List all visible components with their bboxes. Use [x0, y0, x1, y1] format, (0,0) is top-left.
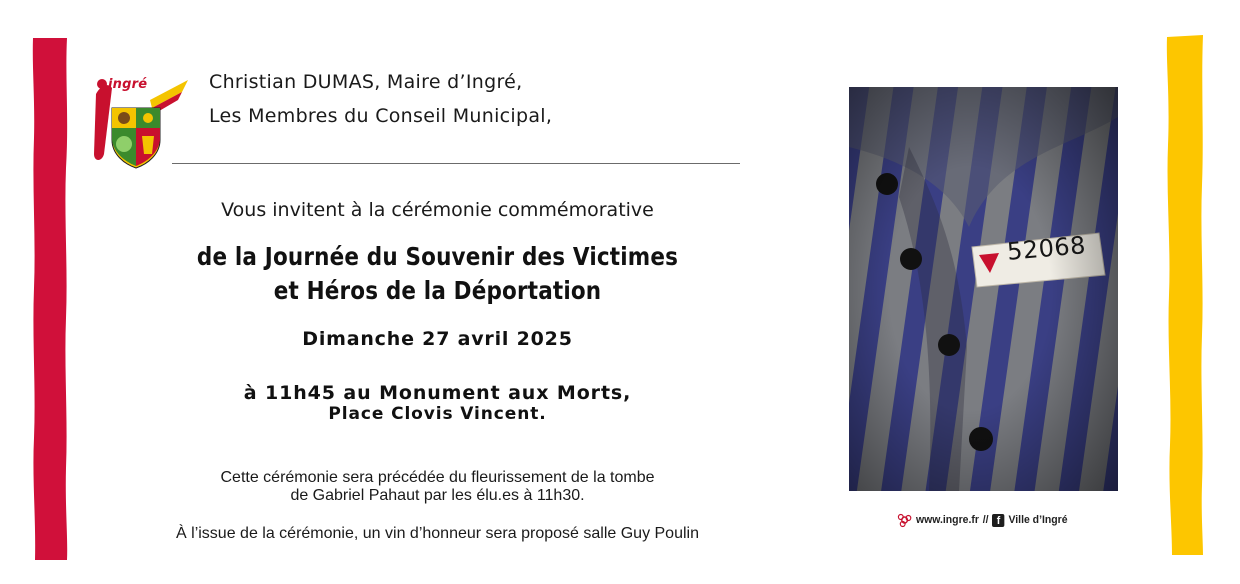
event-place-line1: à 11h45 au Monument aux Morts,: [243, 382, 632, 404]
ingre-logo: [90, 74, 188, 170]
event-title-line1: de la Journée du Souvenir des Victimes: [196, 242, 679, 271]
prisoner-number: 52068: [1006, 231, 1087, 266]
event-date: Dimanche 27 avril 2025: [302, 328, 573, 350]
ingre-flower-icon: [897, 512, 912, 528]
left-band-shape: [33, 38, 67, 560]
logo-shield-emblem1: [118, 112, 130, 124]
right-yellow-band: [1164, 35, 1206, 557]
website-link[interactable]: www.ingre.fr: [916, 514, 979, 526]
header-divider: [172, 163, 740, 164]
footer-separator: //: [982, 514, 989, 526]
logo-shield-emblem2: [143, 113, 153, 123]
logo-wordmark: ingré: [108, 77, 148, 92]
left-red-band: [30, 38, 70, 560]
header-council: Les Membres du Conseil Municipal,: [209, 105, 553, 127]
invitation-intro: Vous invitent à la cérémonie commémorative: [221, 199, 654, 221]
logo-swoosh: [94, 85, 112, 160]
event-title-line2: et Héros de la Déportation: [273, 276, 602, 305]
logo-shield-tower: [142, 136, 154, 154]
footer-links: [897, 511, 1068, 529]
logo-dot: [97, 79, 107, 89]
header-mayor: Christian DUMAS, Maire d’Ingré,: [209, 71, 523, 93]
logo-shield-tree: [116, 136, 132, 152]
right-band-shape: [1167, 35, 1203, 555]
facebook-link[interactable]: Ville d’Ingré: [1008, 514, 1068, 526]
ceremony-note-line1: Cette cérémonie sera précédée du fleurissement de la tombe: [220, 469, 655, 486]
photo-vignette: [849, 87, 1118, 491]
facebook-icon: f: [992, 514, 1004, 527]
striped-uniform-photo: [849, 87, 1118, 491]
ceremony-note-line2: de Gabriel Pahaut par les élu.es à 11h30.: [290, 487, 585, 504]
event-place-line2: Place Clovis Vincent.: [328, 404, 547, 424]
reception-note: À l’issue de la cérémonie, un vin d’honneur sera proposé salle Guy Poulin: [176, 525, 699, 542]
